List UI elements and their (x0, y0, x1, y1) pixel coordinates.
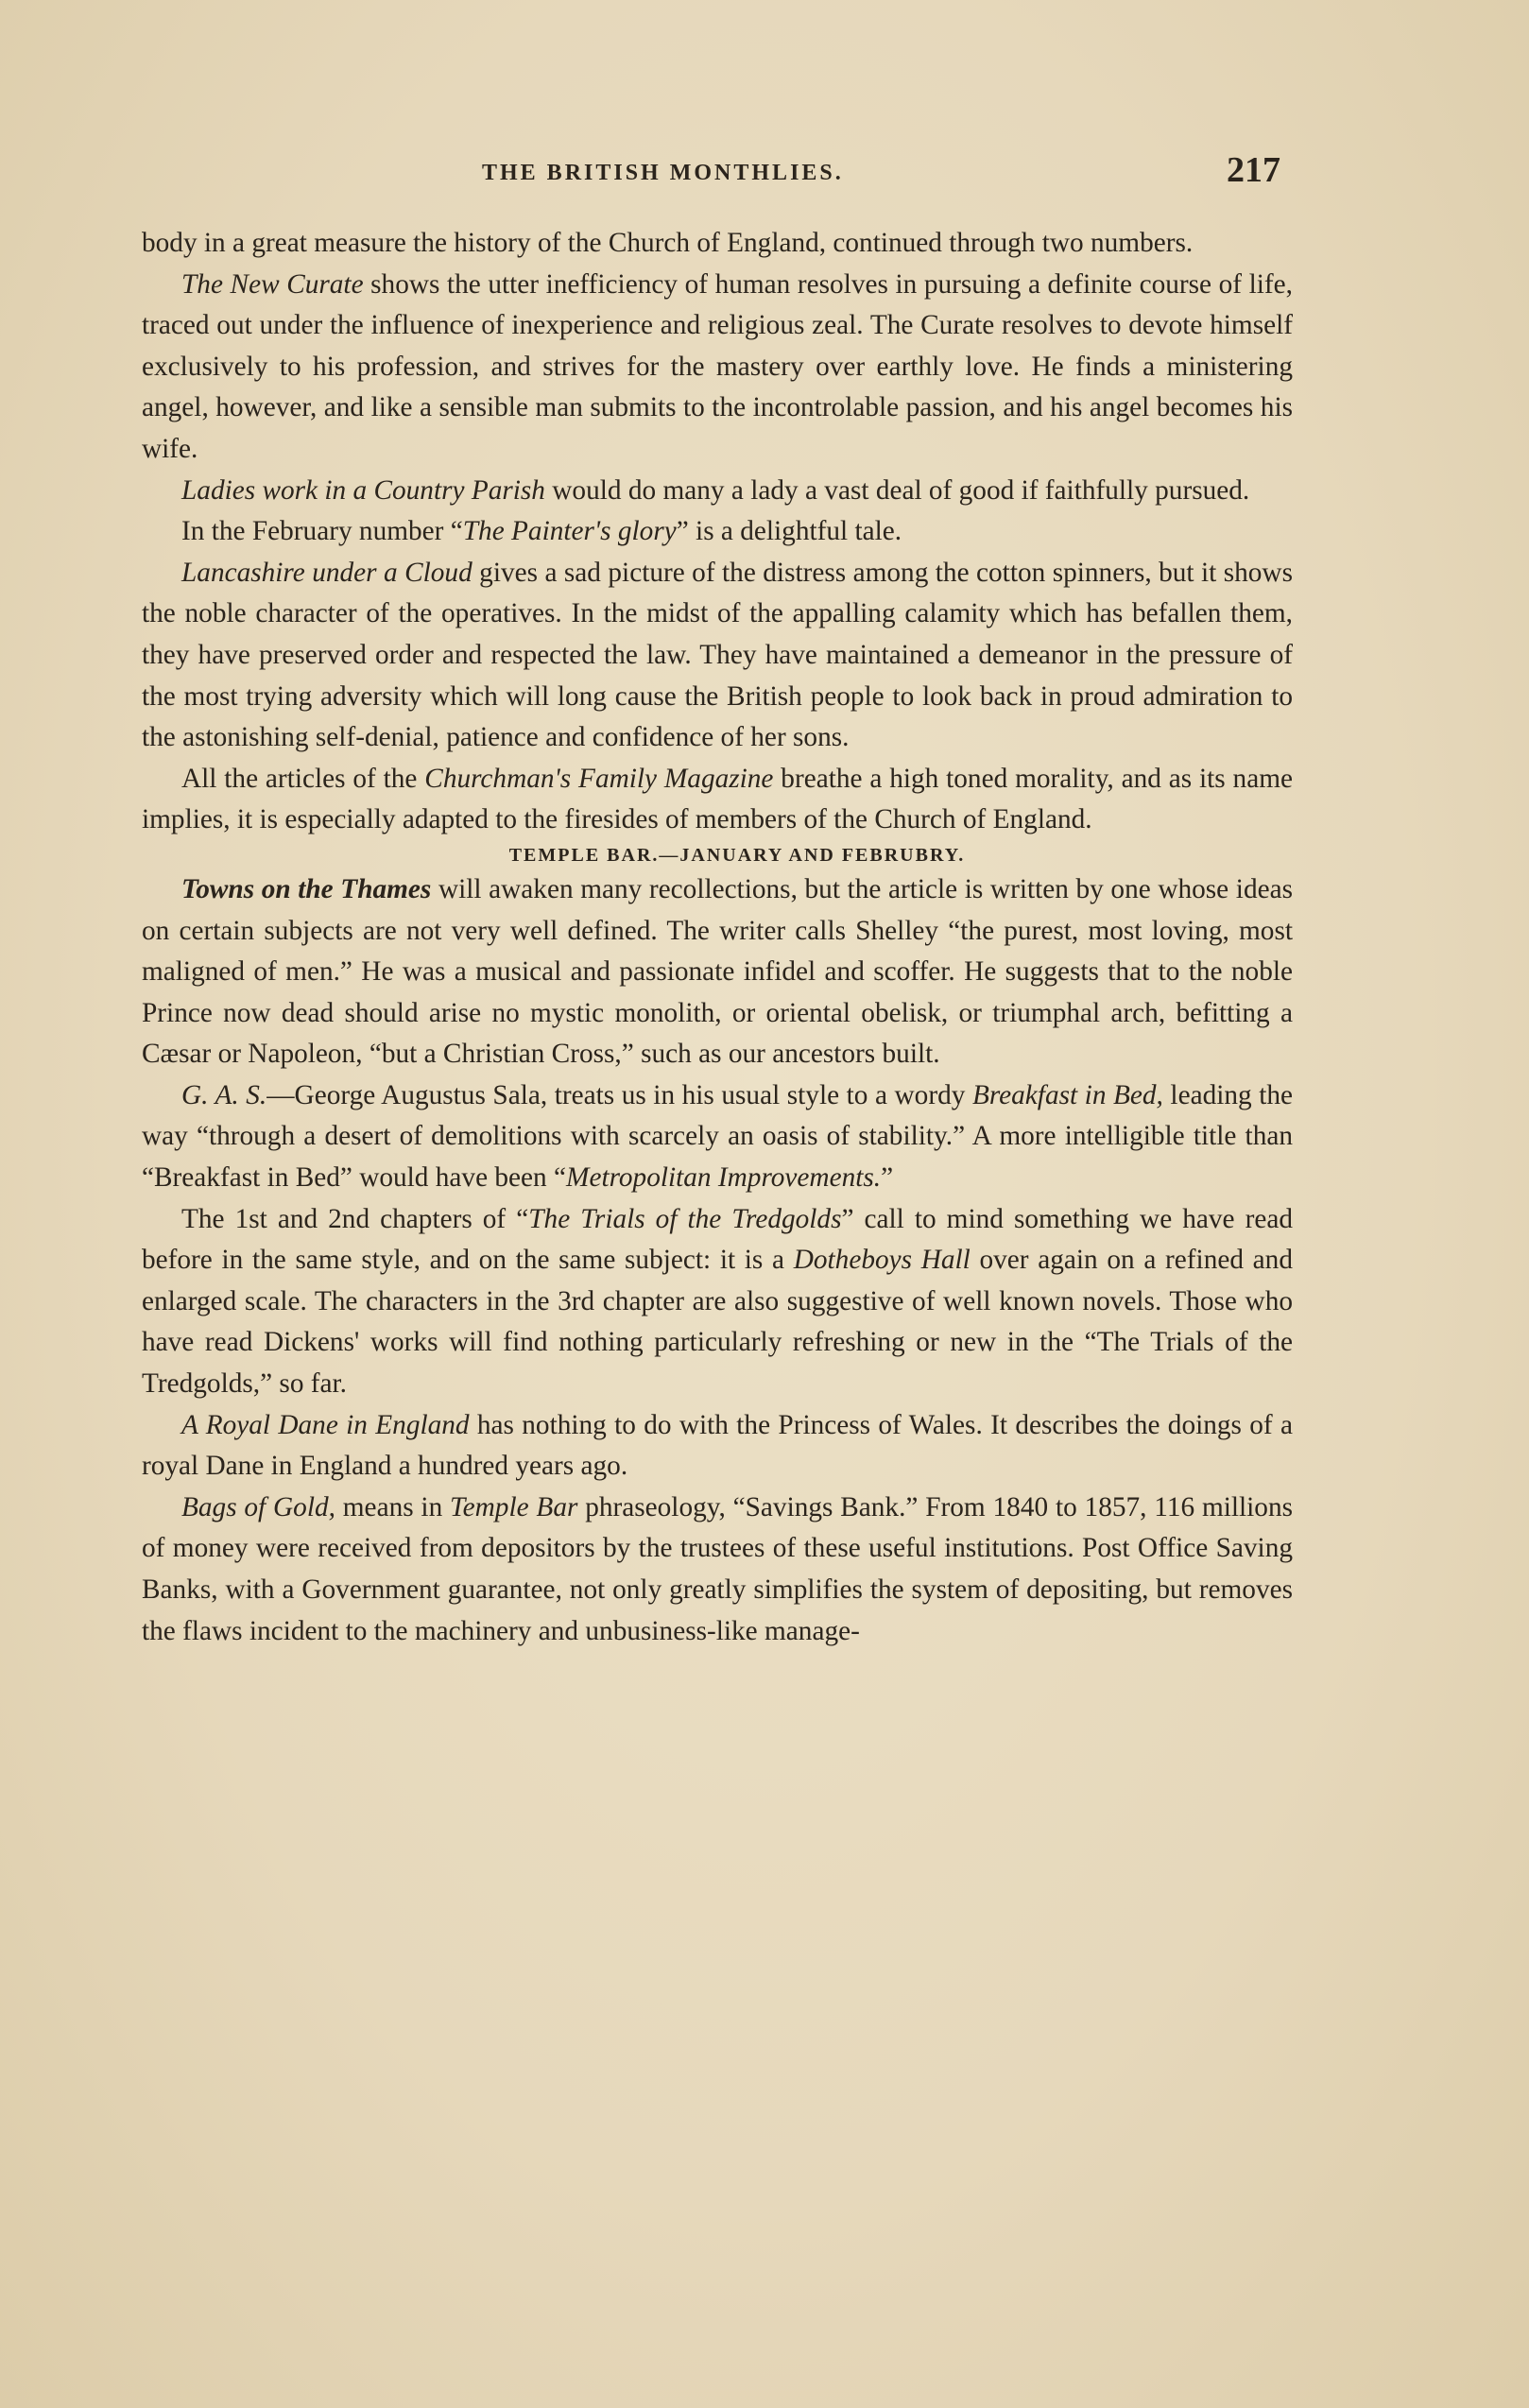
article-title: A Royal Dane in England (181, 1409, 470, 1440)
paragraph-text: ” call to mind something we have read before in the same style, and on the same subject: it is a (142, 1203, 1294, 1276)
paragraph-lancashire (142, 553, 1293, 759)
article-title: Breakfast in Bed, (971, 1079, 1163, 1110)
paragraph-text: will awaken many recollections, but the article is written by one whose ideas on certain subjects are not very well defined. The writer calls Shelley “the purest, most loving, most maligned of men.” He was a musical and passionate infidel and scoffer. He suggests that to the noble Prince now dead should arise no mystic monolith, or oriental obelisk, or triumphal arch, befitting a Cæsar or Napoleon, “but a Christian Cross,” such as our ancestors built. (142, 873, 1293, 1070)
paragraph-tredgolds (142, 1199, 1293, 1405)
article-title: Metropolitan Improvements. (566, 1162, 882, 1194)
author-initials: G. A. S. (181, 1079, 267, 1110)
article-title: The Trials of the Tredgolds (528, 1203, 842, 1234)
paragraph-text: —George Augustus Sala, treats us in his usual style to a wordy (266, 1079, 972, 1110)
article-title: Ladies work in a Country Parish (181, 474, 545, 506)
paragraph-text: has nothing to do with the Princess of Wales. It describes the doings of a royal Dane in England a hundred years ago. (142, 1409, 1293, 1482)
publication-title: Temple Bar (450, 1491, 578, 1522)
article-title: The New Curate (181, 268, 364, 300)
paragraph-ladies-work (142, 471, 1293, 512)
paragraph-text: means in (335, 1491, 451, 1522)
body-text (142, 223, 1293, 1652)
running-head (0, 149, 1529, 197)
paragraph-text: gives a sad picture of the distress among the cotton spinners, but it shows the noble character of the operatives. In the midst of the appalling calamity which has befallen them, they have preserved order and respected the law. They have maintained a demeanor in the pressure of the most trying adversity which will long cause the British people to look back in proud admiration to the astonishing self-denial, patience and confidence of her sons. (142, 557, 1293, 753)
paragraph-churchmans-magazine (142, 759, 1293, 841)
paragraph-text: shows the utter inefficiency of human resolves in pursuing a definite course of life, traced out under the influence of inexperience and religious zeal. The Curate resolves to devote himself exclusively to his profession, and strives for the mastery over earthly love. He finds a ministering angel, however, and like a sensible man submits to the incontrolable passion, and his angel becomes his wife. (142, 268, 1293, 464)
section-heading: TEMPLE BAR.—JANUARY AND FEBRUBRY. (508, 844, 966, 866)
paragraph-text: body in a great measure the history of the Church of England, continued through two numbers. (142, 228, 1194, 258)
article-title: Dotheboys Hall (793, 1245, 971, 1276)
paragraph-painters-glory (142, 511, 1293, 553)
paragraph-new-curate (142, 265, 1293, 471)
paragraph-text: The 1st and 2nd chapters of “ (181, 1203, 529, 1234)
paragraph-bags-of-gold (142, 1488, 1293, 1652)
page-number: 217 (1227, 150, 1280, 190)
paragraph-text: breathe a high toned morality, and as its name implies, it is especially adapted to the firesides of members of the Church of England. (142, 763, 1293, 835)
paragraph-text: leading the way “through a desert of demolitions with scarcely an oasis of stability.” A more intelligible title than “Breakfast in Bed” would have been “ (142, 1079, 1294, 1194)
paragraph-royal-dane (142, 1405, 1293, 1488)
paragraph-text: ” (881, 1162, 894, 1194)
paragraph-continued (142, 223, 1293, 265)
running-title: THE BRITISH MONTHLIES. (482, 161, 844, 185)
paragraph-towns-thames (142, 869, 1293, 1075)
article-title: The Painter's glory (462, 516, 677, 547)
paragraph-text: over again on a refined and enlarged scale. The characters in the 3rd chapter are also suggestive of well known novels. Those who have read Dickens' works will find nothing particularly refreshing or new in the “The Trials of the Tredgolds,” so far. (142, 1245, 1293, 1400)
article-title: Lancashire under a Cloud (181, 557, 472, 588)
article-title: Churchman's Family Magazine (424, 763, 774, 794)
paragraph-gas (142, 1075, 1293, 1199)
article-title: Bags of Gold, (181, 1491, 335, 1522)
paragraph-text: In the February number “ (181, 516, 463, 547)
paragraph-text: phraseology, “Savings Bank.” From 1840 to 1857, 116 millions of money were received from depositors by the trustees of these useful institutions. Post Office Saving Banks, with a Government guarantee, not only greatly simplifies the system of depositing, but removes the flaws incident to the machinery and unbusiness-like manage- (142, 1491, 1294, 1646)
article-title: Towns on the Thames (181, 873, 432, 904)
paragraph-text: All the articles of the (181, 763, 425, 794)
paragraph-text: would do many a lady a vast deal of good if faithfully pursued. (544, 474, 1250, 506)
paragraph-text: ” is a delightful tale. (676, 516, 902, 547)
